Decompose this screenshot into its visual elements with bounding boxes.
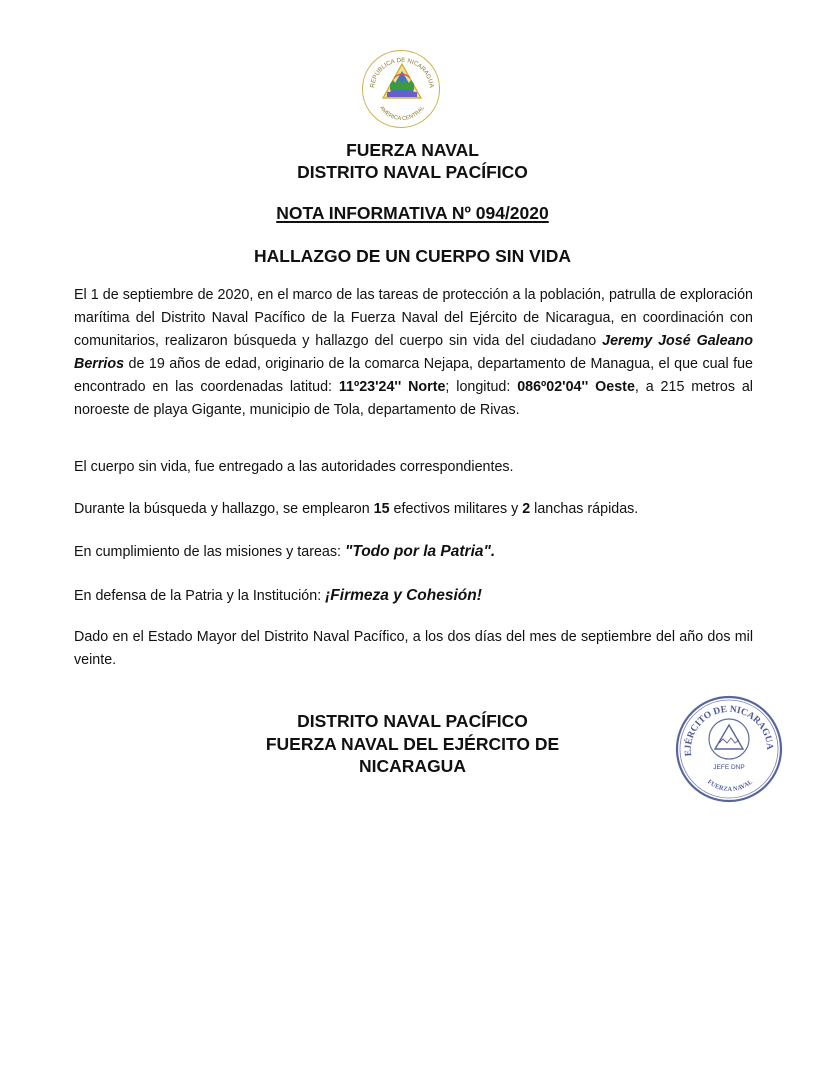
personnel-count: 15 <box>373 501 390 517</box>
p4-text-a: En cumplimiento de las misiones y tareas: <box>74 544 345 560</box>
stamp-inner-text: JEFE DNP <box>713 764 745 771</box>
p5-text-a: En defensa de la Patria y la Institución: <box>74 588 326 604</box>
paragraph-3 <box>74 498 753 521</box>
stamp-bottom-text: FUERZA NAVAL <box>706 778 754 794</box>
document-title: HALLAZGO DE UN CUERPO SIN VIDA <box>254 246 571 266</box>
longitude: 086º02'04'' Oeste <box>517 379 635 395</box>
p1-text-b: de 19 años de edad, originario de la comarca Nejapa, departamento de Managua, el que cual fue encontrado en las coordenadas latitud: <box>74 356 753 395</box>
citizen-name: Jeremy José Galeano Berrios <box>74 333 753 372</box>
p1-text-d: , a 215 metros al noroeste de playa Gigante, municipio de Tola, departamento de Rivas. <box>74 379 753 418</box>
stamp-ring-text: EJÉRCITO DE NICARAGUA <box>683 704 775 757</box>
p1-text-a: El 1 de septiembre de 2020, en el marco de las tareas de protección a la población, patrulla de exploración marítima del Distrito Naval Pacífico de la Fuerza Naval del Ejército de Nicaragua, en coordinación con comunitarios, realizaron búsqueda y hallazgo del cuerpo sin vida del ciudadano <box>74 287 753 349</box>
paragraph-2: El cuerpo sin vida, fue entregado a las autoridades correspondientes. <box>74 459 514 475</box>
svg-text:REPÚBLICA DE NICARAGUA: REPÚBLICA DE NICARAGUA <box>369 56 435 89</box>
footer-line-2: FUERZA NAVAL DEL EJÉRCITO DE NICARAGUA <box>265 734 560 776</box>
header-line-2: DISTRITO NAVAL PACÍFICO <box>297 162 528 182</box>
document-number-text: NOTA INFORMATIVA Nº 094/2020 <box>276 203 549 223</box>
boat-count: 2 <box>522 501 531 517</box>
header-line-1: FUERZA NAVAL <box>346 140 479 160</box>
paragraph-5 <box>74 584 753 608</box>
svg-text:AMÉRICA CENTRAL: AMÉRICA CENTRAL <box>378 105 426 123</box>
p3-text-c: lanchas rápidas. <box>530 501 639 517</box>
official-ink-stamp <box>673 693 785 805</box>
p1-text-c: ; longitud: <box>445 379 518 395</box>
latitude: 11º23'24'' Norte <box>338 379 446 395</box>
p3-text-b: efectivos militares y <box>389 501 523 517</box>
motto-firmeza-cohesion: ¡Firmeza y Cohesión! <box>325 587 482 604</box>
paragraph-6: Dado en el Estado Mayor del Distrito Naval Pacífico, a los dos días del mes de septiembre del año dos mil veinte. <box>74 629 753 668</box>
p3-text-a: Durante la búsqueda y hallazgo, se emplearon <box>74 501 374 517</box>
paragraph-1 <box>74 284 753 422</box>
nicaragua-coat-of-arms-seal <box>362 50 442 136</box>
triangle-emblem-icon <box>381 62 423 102</box>
motto-todo-por-la-patria: "Todo por la Patria". <box>344 543 496 560</box>
footer-line-1: DISTRITO NAVAL PACÍFICO <box>297 711 528 731</box>
paragraph-4 <box>74 540 753 564</box>
document-number <box>0 202 825 224</box>
